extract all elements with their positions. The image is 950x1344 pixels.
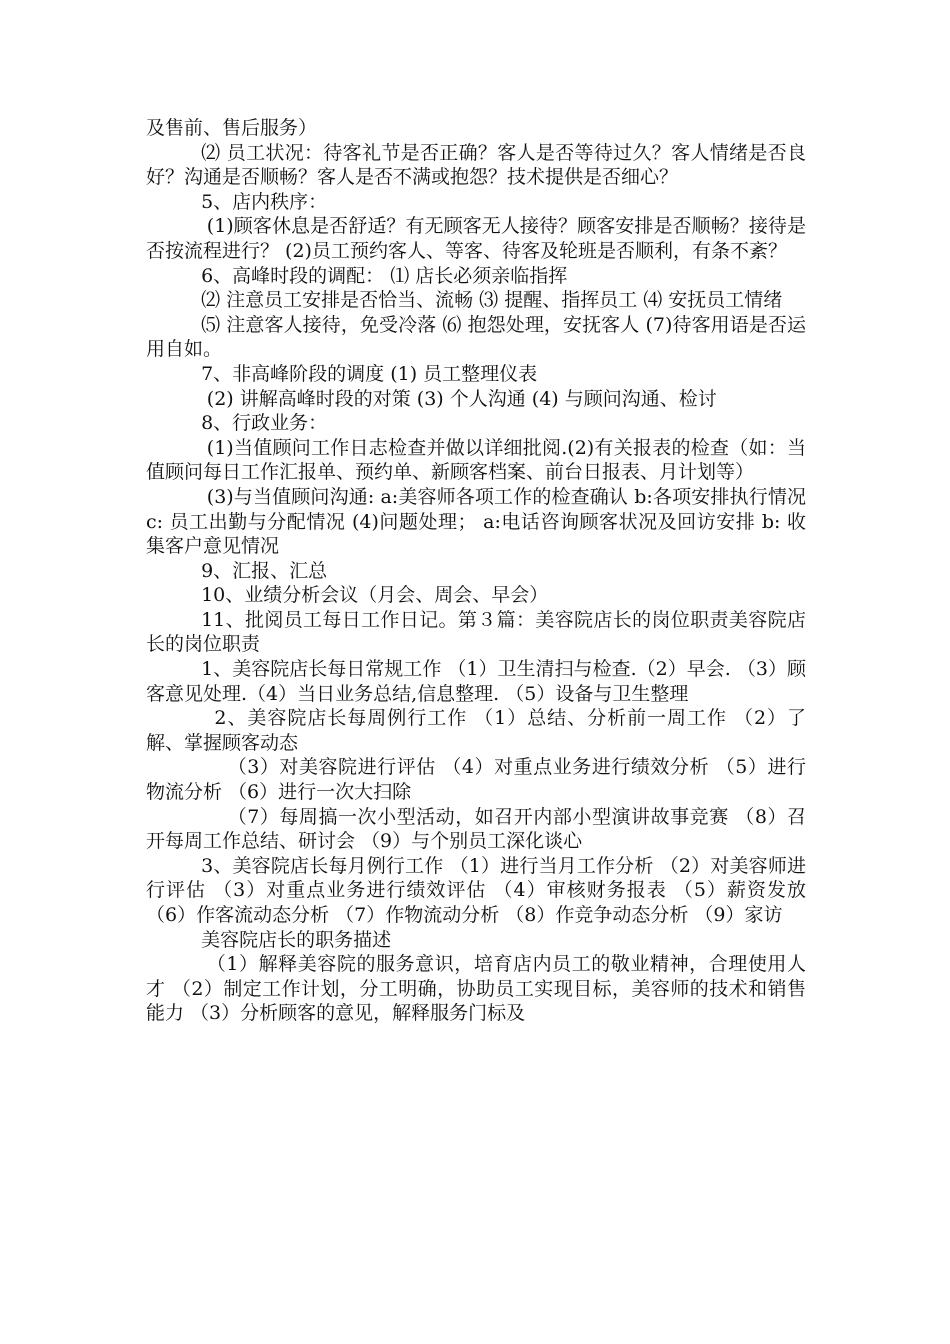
section-heading-off-peak: 7、非高峰阶段的调度 (1) 员工整理仪表 bbox=[201, 362, 538, 385]
section-heading-diary-review: 11、批阅员工每日工作日记。第３篇：美容院店长的岗位职责美容院店长的岗位职责 bbox=[146, 608, 806, 656]
paragraph-monthly-routine: 3、美容院店长每月例行工作 （1）进行当月工作分析 （2）对美容师进行评估 （3）对重点业务进行绩效评估 （4）审核财务报表 （5）薪资发放 （6）作客流动态分析 （7）作物流动分析 （8）作竞争动态分析 （9）家访 bbox=[146, 854, 806, 926]
section-heading-admin: 8、行政业务： bbox=[201, 412, 328, 435]
paragraph-continuation: 及售前、售后服务） bbox=[146, 117, 318, 139]
paragraph-store-order-details: (1)顾客休息是否舒适？有无顾客无人接待？顾客安排是否顺畅？接待是否按流程进行？ (2)员工预约客人、等客、待客及轮班是否顺利，有条不紊？ bbox=[146, 215, 806, 262]
section-heading-report: 9、汇报、汇总 bbox=[201, 559, 328, 582]
section-heading-meetings: 10、业绩分析会议（月会、周会、早会） bbox=[201, 584, 549, 607]
paragraph-weekly-items-a: （3）对美容院进行评估 （4）对重点业务进行绩效分析 （5）进行物流分析 （6）进行一次大扫除 bbox=[146, 756, 806, 804]
paragraph-off-peak-items: (2) 讲解高峰时段的对策 (3) 个人沟通 (4) 与顾问沟通、检讨 bbox=[206, 387, 717, 410]
paragraph-daily-routine: 1、美容院店长每日常规工作 （1）卫生清扫与检查.（2）早会. （3）顾客意见处理.（4）当日业务总结,信息整理. （5）设备与卫生整理 bbox=[146, 658, 806, 705]
section-heading-job-description: 美容院店长的职务描述 bbox=[201, 928, 392, 951]
paragraph-weekly-items-b: （7）每周搞一次小型活动，如召开内部小型演讲故事竞赛 （8）召开每周工作总结、研讨会 （9）与个别员工深化谈心 bbox=[146, 805, 806, 853]
paragraph-admin-items-a: (1)当值顾问工作日志检查并做以详细批阅.(2)有关报表的检查（如：当值顾问每日工作汇报单、预约单、新顾客档案、前台日报表、月计划等） bbox=[146, 436, 806, 484]
section-heading-store-order: 5、店内秩序： bbox=[201, 190, 328, 213]
paragraph-peak-hours-items-b: ⑸ 注意客人接待，免受冷落 ⑹ 抱怨处理，安抚客人 (7)待客用语是否运用自如。 bbox=[146, 313, 806, 361]
paragraph-weekly-routine: 2、美容院店长每周例行工作 （1）总结、分析前一周工作 （2）了解、掌握顾客动态 bbox=[146, 707, 806, 754]
paragraph-admin-items-b: (3)与当值顾问沟通: a:美容师各项工作的检查确认 b:各项安排执行情况 c: 员工出勤与分配情况 (4)问题处理； a:电话咨询顾客状况及回访安排 b: 收集客户意见情况 bbox=[146, 485, 806, 558]
paragraph-peak-hours-items-a: ⑵ 注意员工安排是否恰当、流畅 ⑶ 提醒、指挥员工 ⑷ 安抚员工情绪 bbox=[201, 289, 783, 312]
section-heading-peak-hours: 6、高峰时段的调配： ⑴ 店长必须亲临指挥 bbox=[201, 264, 568, 287]
paragraph-staff-status: ⑵ 员工状况：待客礼节是否正确？客人是否等待过久？客人情绪是否良好？沟通是否顺畅？客人是否不满或抱怨？技术提供是否细心？ bbox=[146, 141, 806, 189]
document-body bbox=[146, 116, 806, 1026]
paragraph-job-description: （1）解释美容院的服务意识，培育店内员工的敬业精神，合理使用人才 （2）制定工作计划，分工明确，协助员工实现目标，美容师的技术和销售能力 （3）分析顾客的意见，解释服务门标及 bbox=[146, 953, 806, 1025]
